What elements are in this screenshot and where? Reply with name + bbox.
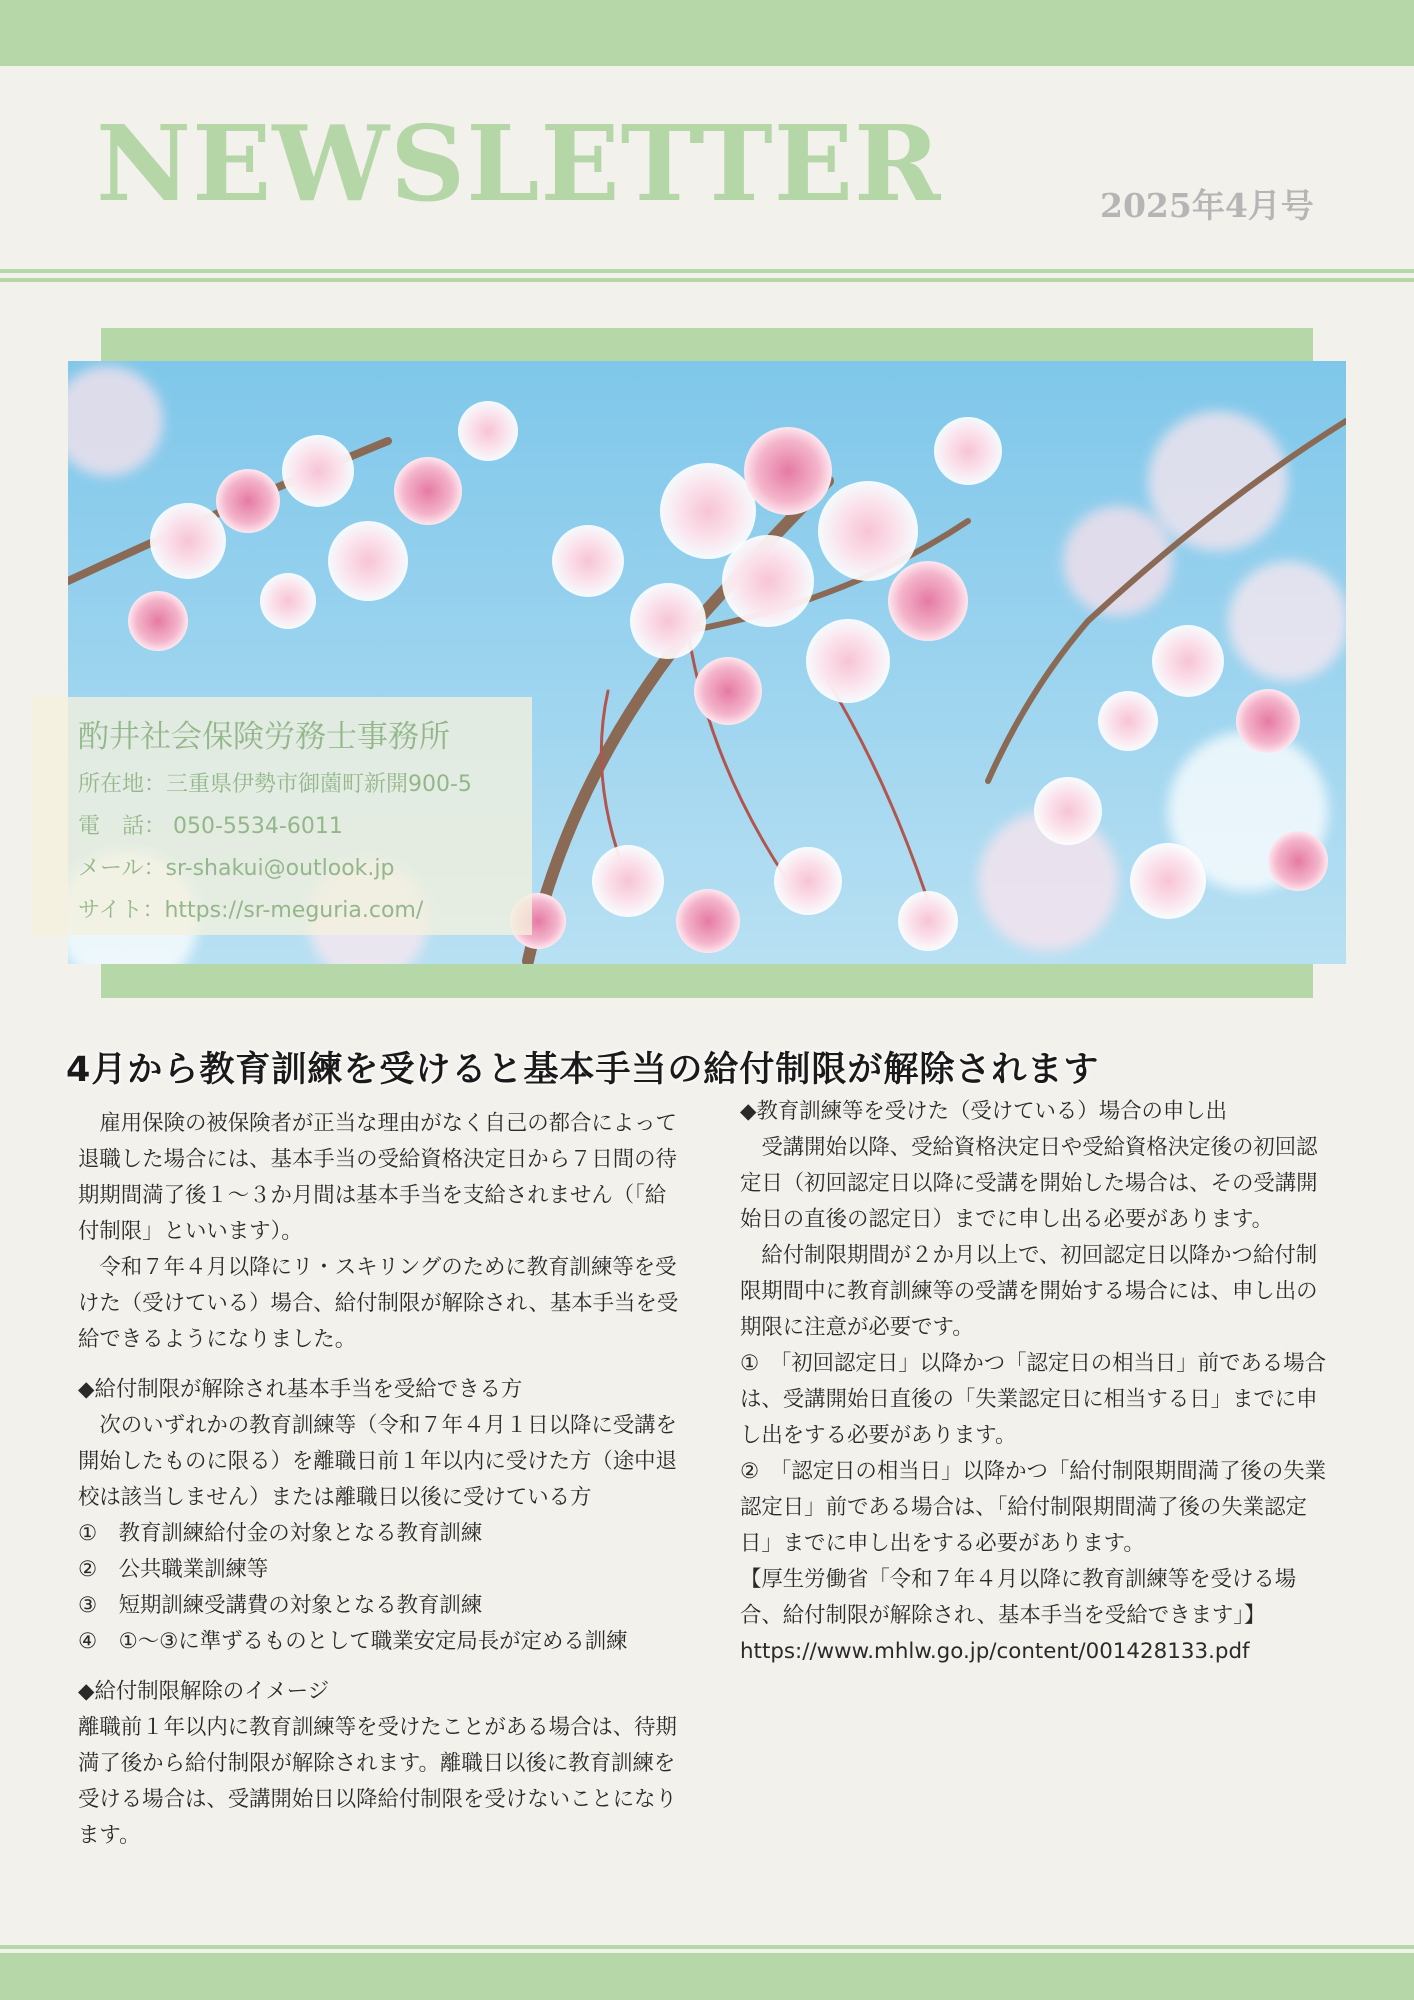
- divider-line: [0, 269, 1414, 273]
- divider-line: [0, 278, 1414, 282]
- contact-address: 所在地：三重県伊勢市御薗町新開900-5: [78, 772, 472, 797]
- source-url[interactable]: https://www.mhlw.go.jp/content/001428133.pdf: [740, 1639, 1250, 1664]
- article-right-column: [740, 1094, 1336, 1670]
- paragraph: 次のいずれかの教育訓練等（令和７年４月１日以降に受講を開始したものに限る）を離職日前１年以内に受けた方（途中退校は該当しません）または離職日以後に受けている方: [78, 1413, 677, 1510]
- contact-card: [32, 697, 532, 935]
- masthead-title: NEWSLETTER: [96, 102, 942, 225]
- list-item: ② 「認定日の相当日」以降かつ「給付制限期間満了後の失業認定日」前である場合は、「給付制限期間満了後の失業認定日」までに申し出をする必要があります。: [740, 1459, 1327, 1556]
- list-item: ① 「初回認定日」以降かつ「認定日の相当日」前である場合は、受講開始日直後の「失業認定日に相当する日」までに申し出をする必要があります。: [740, 1351, 1327, 1448]
- paragraph: 令和７年４月以降にリ・スキリングのために教育訓練等を受けた（受けている）場合、給付制限が解除され、基本手当を受給できるようになりました。: [78, 1255, 679, 1352]
- contact-website: サイト：https://sr-meguria.com/: [78, 898, 424, 923]
- section-heading: ◆給付制限が解除され基本手当を受給できる方: [78, 1377, 523, 1402]
- footer-divider: [0, 1945, 1414, 1949]
- top-accent-band: [0, 0, 1414, 66]
- list-item: ② 公共職業訓練等: [78, 1557, 269, 1582]
- bottom-accent-band: [0, 1953, 1414, 2000]
- paragraph: 給付制限期間が２か月以上で、初回認定日以降かつ給付制限期間中に教育訓練等の受講を開始する場合には、申し出の期限に注意が必要です。: [740, 1243, 1318, 1340]
- firm-name: 酌井社会保険労務士事務所: [78, 719, 450, 755]
- article-left-column: [78, 1106, 682, 1854]
- paragraph: 雇用保険の被保険者が正当な理由がなく自己の都合によって退職した場合には、基本手当の受給資格決定日から７日間の待期期間満了後１～３か月間は基本手当を支給されません（「給付制限」といいます）。: [78, 1111, 677, 1244]
- paragraph: 離職前１年以内に教育訓練等を受けたことがある場合は、待期満了後から給付制限が解除されます。離職日以後に教育訓練を受ける場合は、受講開始日以降給付制限を受けないことになります。: [78, 1715, 677, 1848]
- issue-label: 2025年4月号: [1100, 186, 1314, 225]
- photo-frame-bottom: [101, 964, 1313, 998]
- photo-frame-top: [101, 328, 1313, 361]
- section-heading: ◆給付制限解除のイメージ: [78, 1679, 330, 1704]
- contact-phone: 電 話： 050-5534-6011: [78, 814, 343, 839]
- section-heading: ◆教育訓練等を受けた（受けている）場合の申し出: [740, 1099, 1228, 1124]
- paragraph: 受講開始以降、受給資格決定日や受給資格決定後の初回認定日（初回認定日以降に受講を開始した場合は、その受講開始日の直後の認定日）までに申し出る必要があります。: [740, 1135, 1318, 1232]
- article-headline: 4月から教育訓練を受けると基本手当の給付制限が解除されます: [66, 1050, 1100, 1090]
- contact-email: メール：sr-shakui@outlook.jp: [78, 856, 395, 881]
- source-citation: 【厚生労働省「令和７年４月以降に教育訓練等を受ける場合、給付制限が解除され、基本手当を受給できます」】: [740, 1567, 1297, 1628]
- list-item: ① 教育訓練給付金の対象となる教育訓練: [78, 1521, 483, 1546]
- list-item: ③ 短期訓練受講費の対象となる教育訓練: [78, 1593, 483, 1618]
- list-item: ④ ①～③に準ずるものとして職業安定局長が定める訓練: [78, 1629, 628, 1654]
